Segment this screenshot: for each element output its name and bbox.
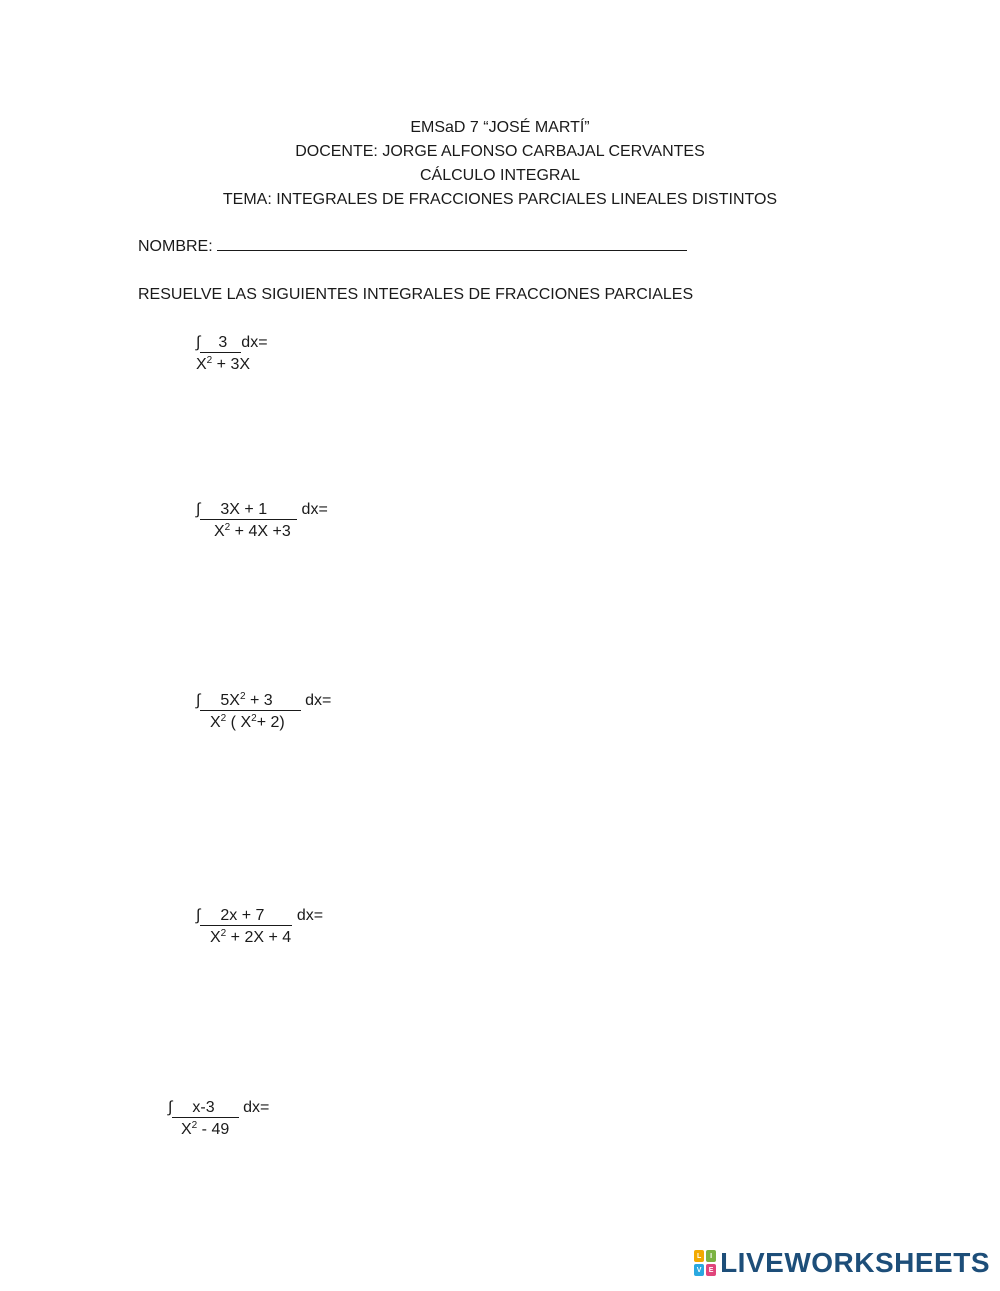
numerator: x-3 xyxy=(172,1099,238,1118)
logo-letter-e: E xyxy=(706,1264,716,1276)
problem-4 xyxy=(196,905,323,949)
numerator: 3 xyxy=(200,334,241,353)
integral-symbol: ∫ xyxy=(196,501,201,518)
denominator: $X^2$ ( $X^2+ 2$) xyxy=(210,713,285,731)
school-name: EMSaD 7 “JOSÉ MARTÍ” xyxy=(410,119,590,136)
live-logo-icon xyxy=(694,1250,716,1276)
denominator: $X^2 + 3X$ xyxy=(196,355,251,373)
subject-title: CÁLCULO INTEGRAL xyxy=(419,167,581,184)
name-label: NOMBRE: xyxy=(138,238,213,255)
numerator: 2x + 7 xyxy=(200,907,292,926)
name-blank-line[interactable] xyxy=(217,236,687,251)
logo-letter-v: V xyxy=(694,1264,704,1276)
dx-label: dx= xyxy=(301,501,328,518)
denominator: $X^2 + 2X + 4$ xyxy=(210,928,292,946)
document-header xyxy=(0,116,1000,212)
problem-1 xyxy=(196,332,268,376)
integral-symbol: ∫ xyxy=(196,692,201,709)
problem-5 xyxy=(168,1097,269,1141)
liveworksheets-logo xyxy=(694,1247,990,1279)
integral-symbol: ∫ xyxy=(196,334,201,351)
numerator: $5X^2 + 3$ xyxy=(200,692,300,711)
logo-letter-i: I xyxy=(706,1250,716,1262)
instructions: RESUELVE LAS SIGUIENTES INTEGRALES DE FRACCIONES PARCIALES xyxy=(138,286,694,303)
denominator: $X^2 - 49$ xyxy=(181,1120,230,1138)
dx-label: dx= xyxy=(305,692,332,709)
problem-3 xyxy=(196,690,331,734)
logo-letter-l: L xyxy=(694,1250,704,1262)
dx-label: dx= xyxy=(243,1099,270,1116)
name-field xyxy=(138,236,687,257)
dx-label: dx= xyxy=(241,334,268,351)
numerator: 3X + 1 xyxy=(200,501,297,520)
problem-2 xyxy=(196,499,328,543)
integral-symbol: ∫ xyxy=(196,907,201,924)
topic-title: TEMA: INTEGRALES DE FRACCIONES PARCIALES LINEALES DISTINTOS xyxy=(222,191,778,208)
dx-label: dx= xyxy=(296,907,324,924)
integral-symbol: ∫ xyxy=(168,1099,173,1116)
brand-text: LIVEWORKSHEETS xyxy=(720,1247,990,1278)
denominator: $X^2 + 4X +3$ xyxy=(214,522,291,540)
teacher-name: DOCENTE: JORGE ALFONSO CARBAJAL CERVANTES xyxy=(295,143,705,160)
